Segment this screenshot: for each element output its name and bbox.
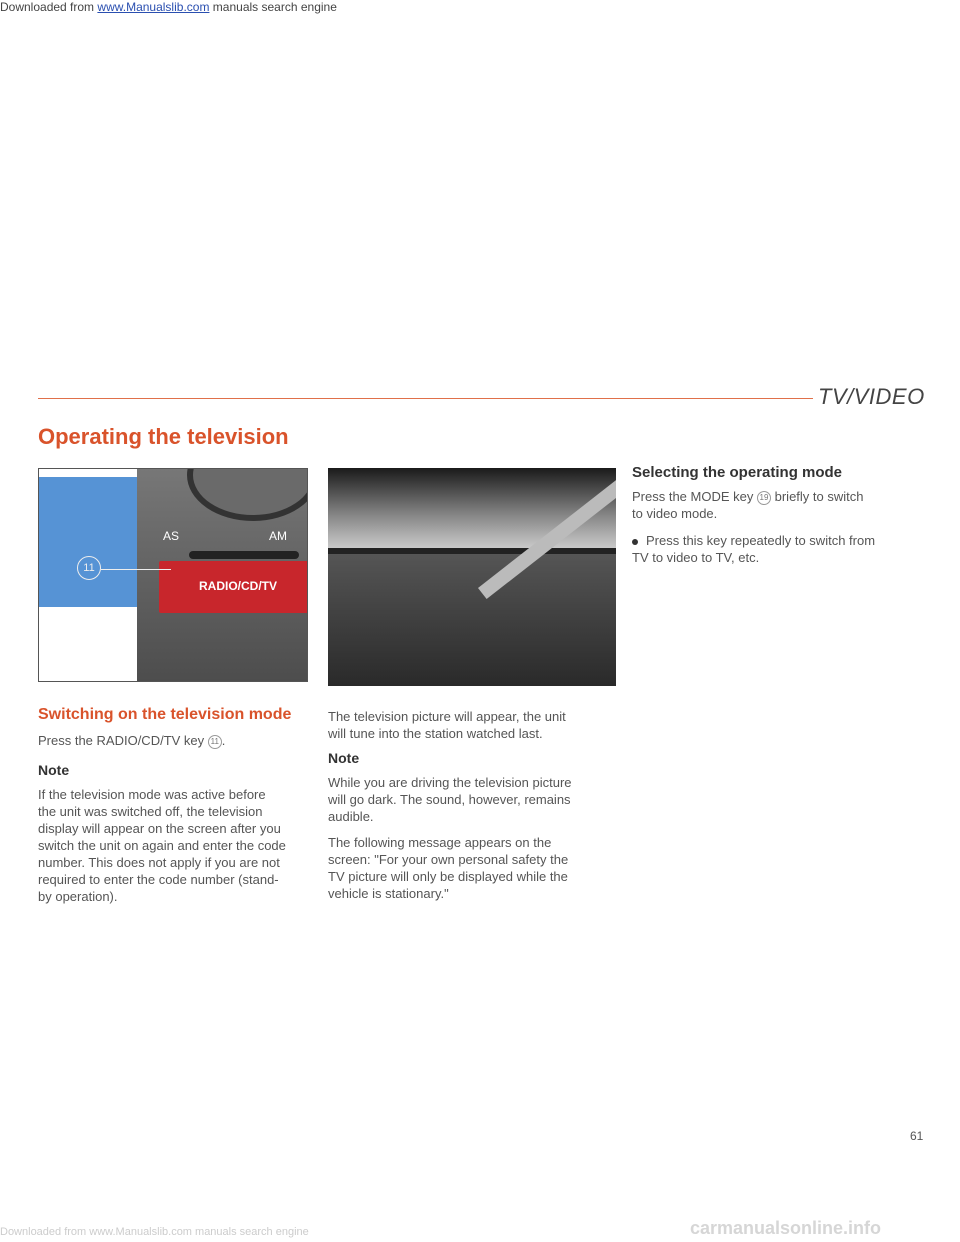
mode-text-end: briefly to switch [774,489,864,504]
manualslib-link[interactable]: www.Manualslib.com [97,0,210,14]
background-blur [39,477,137,607]
text-line: TV picture will only be displayed while the [328,869,568,884]
switching-text: Press the RADIO/CD/TV key [38,733,205,748]
callout-line [101,569,171,570]
selecting-text [632,488,932,522]
text-line: to video mode. [632,506,718,521]
text-line [632,488,932,505]
selecting-bullet [632,532,932,566]
am-label: AM [269,529,287,543]
note-heading-left: Note [38,762,70,778]
message-text [328,834,618,902]
note-line: number. This does not apply if you are not [38,855,280,870]
note-line: by operation). [38,889,118,904]
section-header: TV/VIDEO [818,384,925,409]
text-line: The following message appears on the [328,835,552,850]
mode-text: Press the MODE key [632,489,754,504]
banner-prefix: Downloaded from [0,0,95,14]
text-line: audible. [328,809,374,824]
photo-sky [328,468,616,548]
note-line: switch the unit on again and enter the code [38,838,286,853]
note-line: the unit was switched off, the television [38,804,263,819]
key-11-badge: 11 [208,735,222,749]
note-line: required to enter the code number (stand- [38,872,279,887]
text-line: TV to video to TV, etc. [632,550,760,565]
note-line: If the television mode was active before [38,787,266,802]
watermark: carmanualsonline.info [690,1218,882,1238]
text-line: screen: "For your own personal safety the [328,852,569,867]
note-heading-middle: Note [328,750,360,766]
text-line: The television picture will appear, the unit [328,709,566,724]
switching-heading: Switching on the television mode [38,706,292,723]
as-am-rocker [189,551,299,559]
note-text-middle [328,774,618,825]
text-line: will tune into the station watched last. [328,726,543,741]
footer-banner: Downloaded from www.Manualslib.com manuals search engine [0,1226,309,1238]
photo-water [328,554,616,686]
banner-suffix: manuals search engine [212,0,337,14]
bullet-text: Press this key repeatedly to switch from [646,533,876,548]
key-19-badge: 19 [757,491,771,505]
text-line: While you are driving the television picture [328,775,572,790]
tv-picture-photo [328,468,616,686]
bullet-icon [632,539,638,545]
download-banner [0,0,337,14]
note-line: display will appear on the screen after you [38,821,281,836]
selecting-heading: Selecting the operating mode [632,464,843,481]
header-rule [38,398,813,399]
page-number: 61 [910,1129,924,1143]
callout-11: 11 [77,556,101,580]
text-line: will go dark. The sound, however, remains [328,792,571,807]
page-title: Operating the television [38,424,289,449]
text-line [632,532,932,549]
as-label: AS [163,529,180,543]
radio-cd-tv-label: RADIO/CD/TV [199,579,277,593]
picture-appear-text [328,708,618,742]
switching-instruction [38,732,225,749]
switching-text-end: . [221,733,226,748]
note-text-left [38,786,308,905]
radio-panel-figure [38,468,308,682]
text-line: vehicle is stationary." [328,886,449,901]
